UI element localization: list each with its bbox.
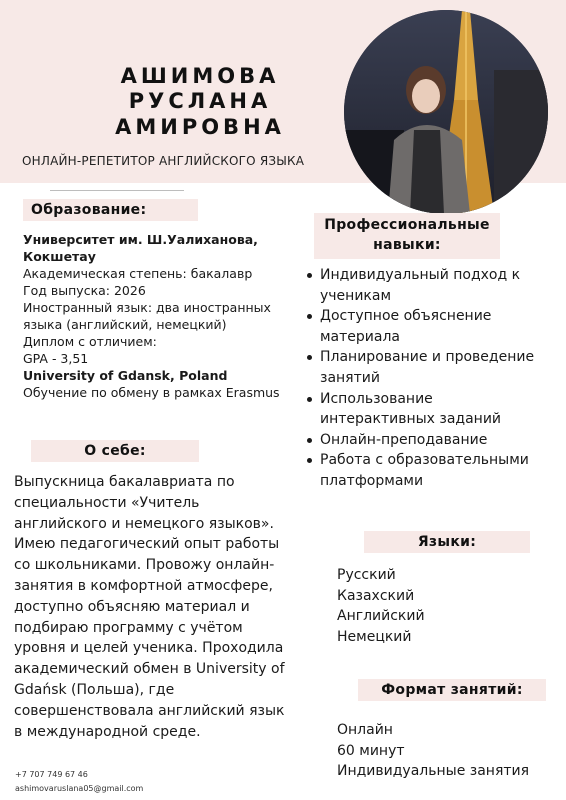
- education-heading: Образование:: [23, 199, 198, 221]
- about-line: совершенствовала английский язык: [14, 702, 285, 719]
- honors-line: Диплом с отличием:: [23, 334, 157, 349]
- profile-photo: [344, 10, 548, 214]
- skills-heading: [314, 213, 500, 259]
- skill-line: Онлайн-преподавание: [320, 431, 488, 448]
- about-line: Gdańsk (Польша), где: [14, 681, 175, 698]
- name-patronymic: АМИРОВНА: [115, 115, 285, 139]
- university-line-1: Университет им. Ш.Уалиханова,: [23, 232, 258, 247]
- skill-line: ученикам: [320, 287, 392, 304]
- skill-line: платформами: [320, 472, 424, 489]
- about-line: подбираю программу с учётом: [14, 619, 243, 636]
- foreign-languages-line-2: языка (английский, немецкий): [23, 317, 227, 332]
- skill-item: [306, 450, 534, 491]
- graduation-year: Год выпуска: 2026: [23, 283, 146, 298]
- skills-list: [306, 265, 534, 492]
- education-section: [23, 231, 280, 401]
- about-line: академический обмен в University of: [14, 661, 285, 678]
- format-item: 60 минут: [337, 742, 405, 759]
- format-heading: Формат занятий:: [358, 679, 546, 701]
- job-title: ОНЛАЙН-РЕПЕТИТОР АНГЛИЙСКОГО ЯЗЫКА: [22, 154, 305, 168]
- format-item: Индивидуальные занятия: [337, 763, 530, 779]
- gpa-line: GPA - 3,51: [23, 351, 89, 366]
- skill-line: Индивидуальный подход к: [320, 267, 521, 283]
- language-item: Английский: [337, 608, 425, 624]
- skill-line: материала: [320, 328, 401, 345]
- divider: [50, 190, 184, 191]
- name-surname: АШИМОВА: [120, 64, 280, 88]
- about-line: со школьниками. Провожу онлайн-: [14, 557, 275, 574]
- exchange-university: University of Gdansk, Poland: [23, 368, 228, 383]
- skills-heading-line-2: навыки:: [373, 237, 441, 253]
- skill-item: [306, 347, 534, 388]
- skill-item: [306, 389, 534, 430]
- foreign-languages-line-1: Иностранный язык: два иностранных: [23, 300, 271, 315]
- skills-heading-line-1: Профессиональные: [324, 217, 490, 233]
- about-line: в международной среде.: [14, 723, 201, 740]
- phone-number[interactable]: +7 707 749 67 46: [15, 770, 88, 779]
- skill-line: занятий: [320, 369, 380, 386]
- skill-item: [306, 306, 534, 347]
- university-line-2: Кокшетау: [23, 249, 96, 264]
- skill-line: интерактивных заданий: [320, 411, 502, 428]
- languages-heading: Языки:: [364, 531, 530, 553]
- about-line: Выпускница бакалавриата по: [14, 474, 235, 490]
- about-line: доступно объясняю материал и: [14, 598, 250, 615]
- degree: Академическая степень: бакалавр: [23, 266, 253, 281]
- language-item: Русский: [337, 567, 396, 583]
- about-line: английского и немецкого языков».: [14, 515, 274, 532]
- email-address[interactable]: ashimovaruslana05@gmail.com: [15, 784, 144, 793]
- format-item: Онлайн: [337, 722, 393, 738]
- format-list: [337, 720, 529, 782]
- about-line: специальности «Учитель: [14, 494, 200, 511]
- about-line: занятия в комфортной атмосфере,: [14, 577, 273, 594]
- languages-list: [337, 565, 425, 647]
- language-item: Казахский: [337, 587, 415, 604]
- skill-line: Доступное объяснение: [320, 308, 492, 325]
- about-line: уровня и целей ученика. Проходила: [14, 640, 284, 657]
- about-heading: О себе:: [31, 440, 199, 462]
- name-first: РУСЛАНА: [128, 89, 272, 113]
- about-text: [14, 472, 285, 742]
- exchange-note: Обучение по обмену в рамках Erasmus: [23, 385, 280, 400]
- about-line: Имею педагогический опыт работы: [14, 536, 280, 553]
- skill-item: [306, 265, 534, 306]
- skill-line: Работа с образовательными: [320, 452, 529, 469]
- language-item: Немецкий: [337, 628, 412, 645]
- skill-line: Планирование и проведение: [320, 349, 535, 366]
- skill-line: Использование: [320, 390, 433, 407]
- skill-item: [306, 430, 534, 451]
